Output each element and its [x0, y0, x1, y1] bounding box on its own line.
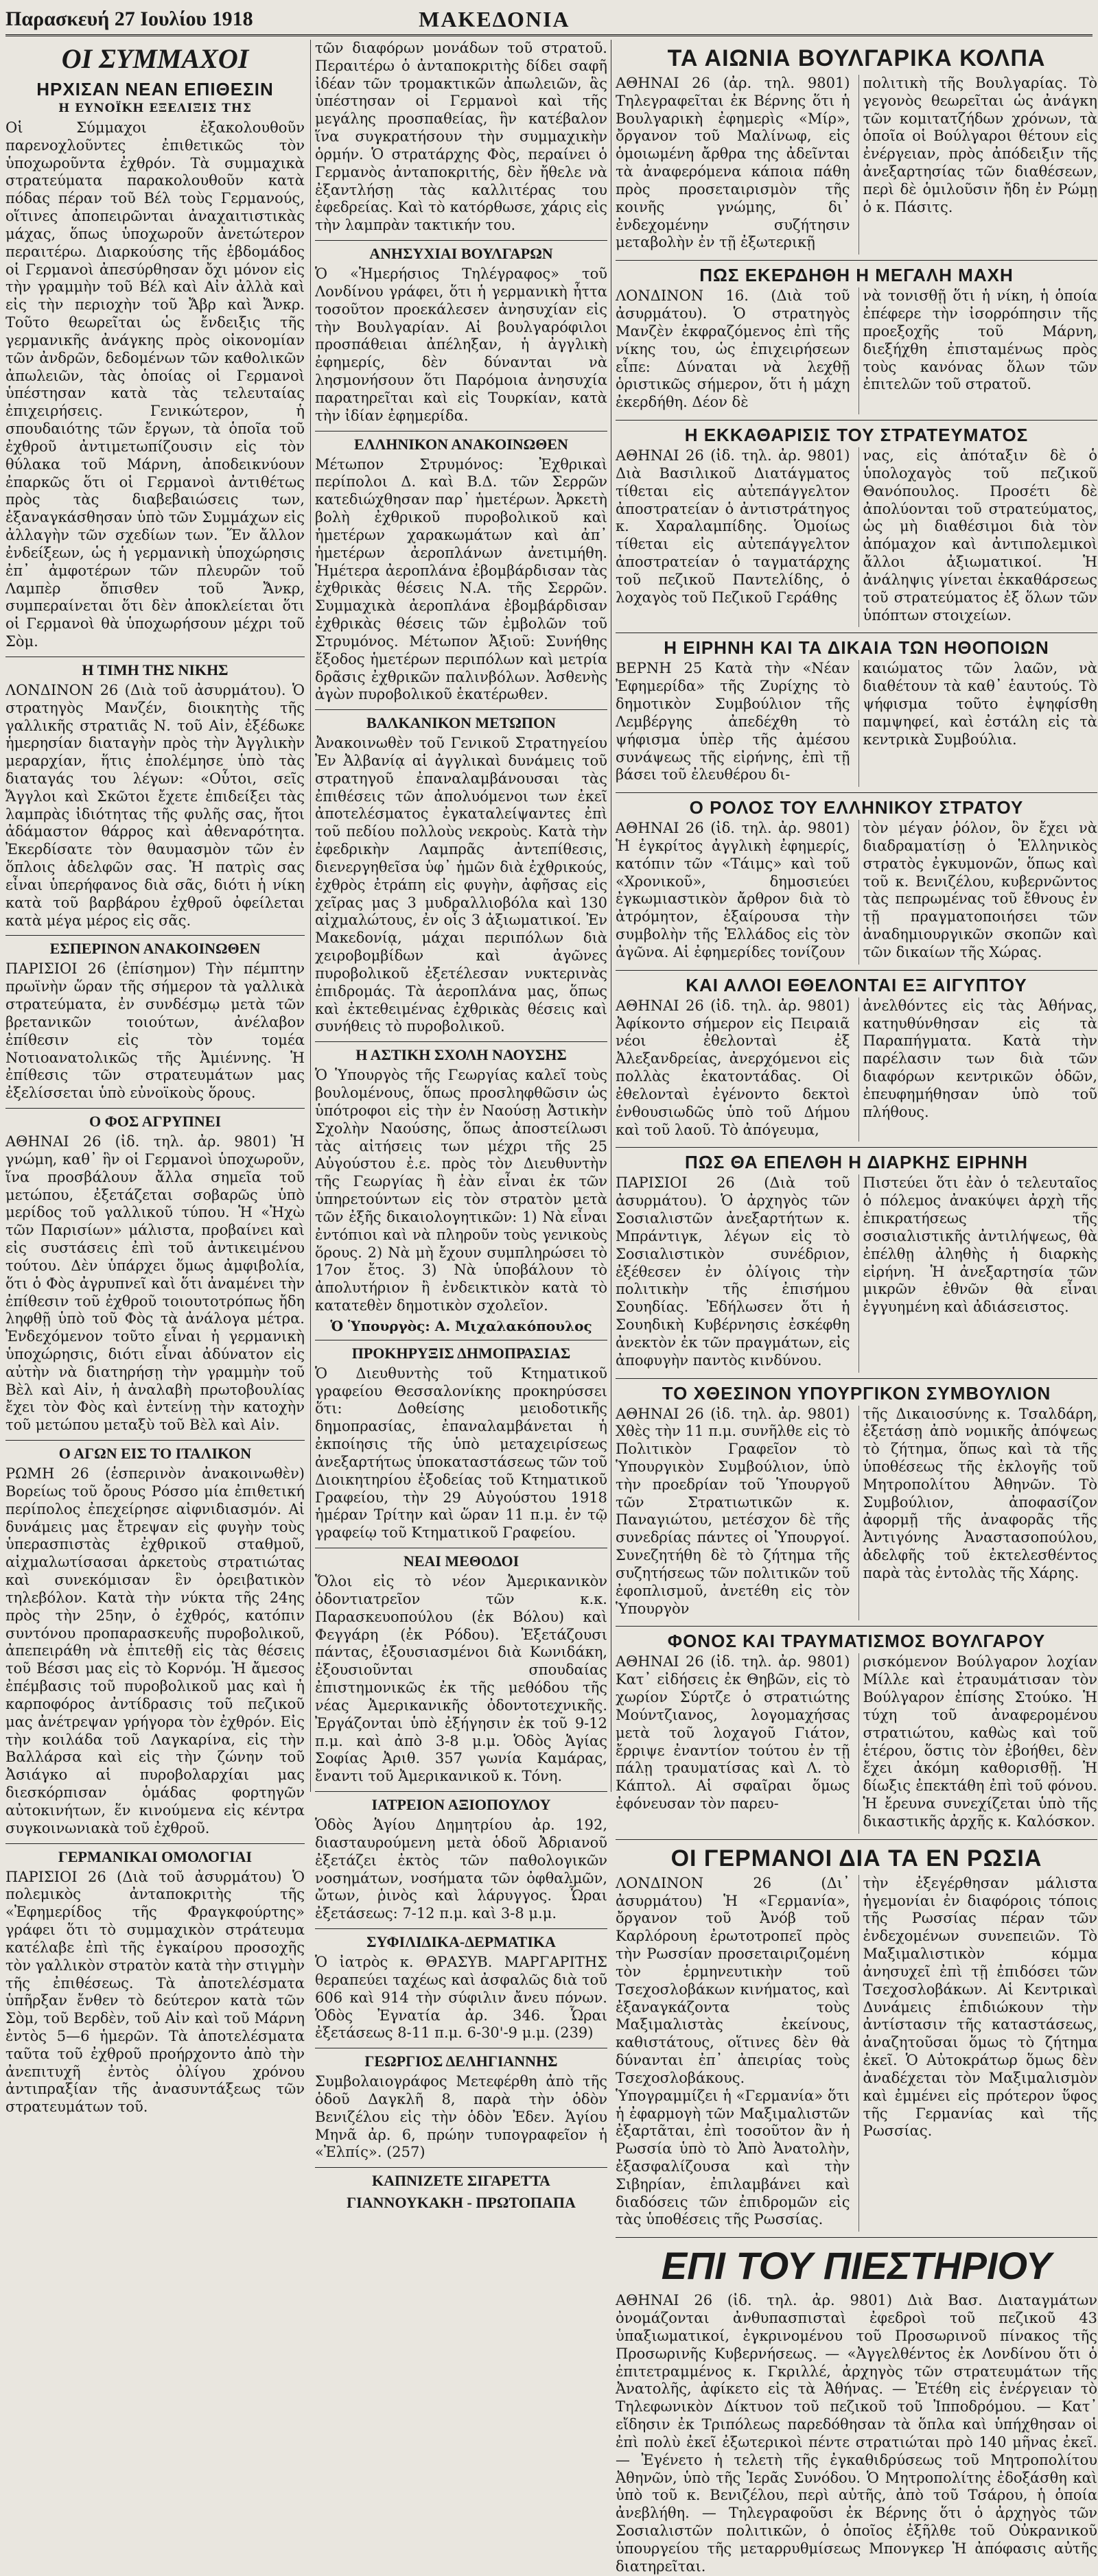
masthead-title: ΜΑΚΕΔΟΝΙΑ [419, 6, 570, 32]
divider [616, 260, 1097, 261]
article-body: Μέτωπον Στρυμόνος: Ἐχθρικαὶ περίπολοι Δ. καὶ Β.Δ. τῶν Σερρῶν κατεδιώχθησαν παρ᾽ ἡμετέρων. Ἀρκετὴ βολὴ ἐχθρικοῦ πυροβολικοῦ καὶ ἡμετέρων χαρακωμάτων καὶ ἀπ᾽ ἡμετέρων ἀεροπλάνων ἀνετιμήθη. Ἡμέτερα ἀεροπλάνα ἐβομβάρδισαν τὰς ἐχθρικὰς θέσεις Ν.Α. τῆς Σερρῶν. Συμμαχικὰ ἀεροπλάνα ἐβομβάρδισαν ἐχθρικὰς θέσεις τῶν ἐμβολῶν τοῦ Στρυμόνος. Μέτωπον Ἀξιοῦ: Συνήθης ἔξοδος ἡμετέρων περιπόλων καὶ μετρία δρᾶσις ἐχθρικῶν παλινβόλων. Ἀσθενὴς ἀγὼν πυροβολικοῦ ἑκατέρωθεν. [315, 456, 607, 703]
article-body: ΛΟΝΔΙΝΟΝ 26 (Δι᾽ ἀσυρμάτου) Ἡ «Γερμανία», ὄργανον τοῦ Ἀνόβ τοῦ Καρλόρουη ἐρωτοτροπεῖ πρὸς τὴν Ρωσσίαν προσεταιριζομένη τὸν ἑρμηνευτικὴν τοῦ Τσεχοσλοβάκων κινήματος, καὶ ἐξαναγκάζοντα τοὺς Μαξιμαλιστὰς ἐκείνους, καθιστάτους, οἵτινες δὲν θὰ δύνανται ἐπ᾽ ἀπειρίας τοὺς Τσεχοσλοβάκους. Ὑπογραμμίζει ἡ «Γερμανία» ὅτι ἡ ἐφαρμογὴ τῶν Μαξιμαλιστῶν ἐξαρτᾶται, ἐπὶ τοσοῦτον ἂν ἡ Ρωσσία ὑπὸ τὸ Ἀπὸ Ἀνατολὴν, ἐξασφαλίζουσα καὶ τὴν Σιβηρίαν, ἐπιλαμβάνει καὶ διαδόσεις τῶν ἐπιδρομῶν εἰς τὰς ὑποθέσεις τῆς Ρωσσίας. [616, 1874, 850, 2228]
article-body: ἀνελθόντες εἰς τὰς Ἀθήνας, κατηυθύνθησαν εἰς τὰ Παραπήγματα. Κατὰ τὴν παρέλασιν των διὰ τῶν διαφόρων κεντρικῶν ὁδῶν, ἐπευφημήθησαν ὑπὸ τοῦ πλήθους. [863, 997, 1097, 1120]
article-headline: Η ΑΣΤΙΚΗ ΣΧΟΛΗ ΝΑΟΥΣΗΣ [355, 1046, 567, 1064]
ad-headline: ΝΕΑΙ ΜΕΘΟΔΟΙ [403, 1552, 519, 1570]
article-headline: ΒΑΛΚΑΝΙΚΟΝ ΜΕΤΩΠΟΝ [366, 714, 556, 732]
article-headline: Ο ΡΟΛΟΣ ΤΟΥ ΕΛΛΗΝΙΚΟΥ ΣΤΡΑΤΟΥ [689, 797, 1024, 818]
article-two-column [616, 1406, 1097, 1621]
article-body: τῆς Δικαιοσύνης κ. Τσαλδάρη, ἐξετάσῃ ἀπὸ νομικῆς ἀπόψεως τὸ ζήτημα, ὅπως καὶ τὰ τῆς ὑποθέσεως τῆς ἐκλογῆς τοῦ Μητροπολίτου Ἀθηνῶν. Τὸ Συμβούλιον, ἀποφασίζον ἀφορμῇ τῆς ἀναφορᾶς τῆς Ἀντιγόνης Ἀναστασοπούλου, ἀδελφῆς τοῦ ἐκτελεσθέντος παρὰ τὰς ἐντολὰς τῆς Χάρης. [863, 1405, 1097, 1581]
article-body: ΑΘΗΝΑΙ 26 (ἀρ. τηλ. 9801) Τηλεγραφεῖται ἐκ Βέρνης ὅτι ἡ Βουλγαρικὴ ἐφημερὶς «Μίρ», ὄργανον τοῦ Μαλίνωφ, εἰς ὁμοιωμένη ἄρθρα της ἀδεῖνται τὰ ἀναφερόμενα κάποια πάθη πρὸς προσεταιρισμὸν τῆς κοινῆς γνώμης, δι᾽ ἐνδεχομένην συζήτησιν μεταβολὴν ἐν τῇ ἐξωτερικῇ [616, 75, 850, 251]
article-headline: ΕΣΠΕΡΙΝΟΝ ΑΝΑΚΟΙΝΩΘΕΝ [49, 940, 261, 958]
article-body: ΑΘΗΝΑΙ 26 (ἰδ. τηλ. ἀρ. 9801) Ἡ γνώμη, καθ᾽ ἣν οἱ Γερμανοὶ ὑποχωροῦν, ἵνα προσβάλουν ἄλλα σημεῖα τοῦ μετώπου, ἐξετάζεται σοβαρῶς ὑπὸ μερίδος τοῦ γαλλικοῦ τύπου. Ἡ «Ἠχὼ τῶν Παρισίων» μάλιστα, προβαίνει καὶ εἰς συστάσεις ἐπὶ τοῦ ἀντικειμένου τούτου. Δὲν ὑπάρχει ὅμως ἀμφιβολία, ὅτι ὁ Φὸς ἀγρυπνεῖ καὶ ὅτι ἀναμένει τὴν ἐπίθεσιν τοῦ ἐχθροῦ τοιουτοτρόπως ἤδη ληφθῇ ὑπὸ τοῦ Φὸς τὰ ἀνάλογα μέτρα. Ἐνδεχόμενον τοῦτο εἶναι ἡ γερμανικὴ ὑποχώρησις, διότι εἶναι ἀδύνατον εἰς αὐτὴν νὰ διατηρήσῃ τὴν γραμμὴν τοῦ Βὲλ καὶ Αἰν, ἡ ἀναλαβὴ πρωτοβουλίας ἔχει τὸν Φὸς καὶ ἐντείνῃ τὴν κατοχὴν τοῦ μετώπου μεταξὺ τοῦ Βὲλ καὶ Αἰν. [5, 1133, 305, 1434]
article-subheadline: Η ΕΥΝΟΪΚΗ ΕΞΕΛΙΞΙΣ ΤΗΣ [58, 102, 252, 115]
article-body: Ὁ «Ἡμερήσιος Τηλέγραφος» τοῦ Λονδίνου γράφει, ὅτι ἡ γερμανικὴ ἧττα τοσοῦτον προεκάλεσεν ἀνησυχίαν εἰς τὴν Βουλγαρίαν. Αἱ βουλγαρόφιλοι προσπάθειαι ἀπέληξαν, ἡ ἀγγλικὴ ἐφημερίς, δὲν δύνανται νὰ λησμονήσουν ὅτι Παρόμοια ἀνησυχία παρατηρεῖται καὶ εἰς Τουρκίαν, κατὰ τὴν ἰδίαν ἐφημερίδα. [315, 265, 607, 424]
article-two-column [616, 997, 1097, 1142]
article-body: ρισκόμενον Βούλγαρον λοχίαν Μίλλε καὶ ἐτραυμάτισαν τὸν Βούλγαρον ἐπίσης Στούκο. Ἡ τύχη τοῦ ἀναφερομένου στρατιώτου, καθὼς καὶ τοῦ ἑτέρου, ὅστις τὸν ἐβοήθει, δὲν ἔχει ἀκόμη καθορισθῇ. Ἡ δίωξις ἐπεκτάθη ἐπὶ τοῦ φόνου. Ἡ ἔρευνα συνεχίζεται ὑπὸ τῆς δικαστικῆς ἀρχῆς κ. Καλόσκον. [863, 1653, 1097, 1830]
column-2 [310, 40, 607, 2212]
article-body: ΠΑΡΙΣΙΟΙ 26 (Διὰ τοῦ ἀσυρμάτου) Ὁ πολεμικὸς ἀνταποκριτὴς τῆς «Ἐφημερίδος τῆς Φραγκφούρτης» γράφει ὅτι τὸ συμμαχικὸν στράτευμα κατέλαβε ἐπὶ τῆς ἐγκαίρου προσοχῆς τὸν γαλλικὸν στρατὸν κατὰ τὴν στιγμὴν τῆς ἐπιθέσεως. Τὰ ἀποτελέσματα ὑπῆρξαν ἔνθεν τὸ δεύτερον κατὰ τῶν Σὸμ, τοῦ Βερδὲν, τοῦ Αἰν καὶ τοῦ Μάρνη ἐντὸς 5—6 ἡμερῶν. Τὰ ἀποτελέσματα ταῦτα τοῦ ἐχθροῦ προήρχοντο ἀπὸ τὴν ἀνεπιτυχῆ ἐντὸς ὀλίγου χρόνου ἀντιπραξίαν τῆς ἀνασυντάξεως τῶν στρατευμάτων τοῦ. [5, 1868, 305, 2116]
divider [616, 1147, 1097, 1148]
article-headline: ΤΟ ΧΘΕΣΙΝΟΝ ΥΠΟΥΡΓΙΚΟΝ ΣΥΜΒΟΥΛΙΟΝ [662, 1382, 1051, 1404]
article-headline: ΚΑΙ ΑΛΛΟΙ ΕΘΕΛΟΝΤΑΙ ΕΞ ΑΙΓΥΠΤΟΥ [686, 974, 1027, 995]
ad-headline: ΚΑΠΝΙΖΕΤΕ ΣΙΓΑΡΕΤΤΑ [372, 2172, 550, 2190]
ad-brand: ΓΙΑΝΝΟΥΚΑΚΗ - ΠΡΩΤΟΠΑΠΑ [347, 2194, 576, 2212]
article-body: πολιτικὴ τῆς Βουλγαρίας. Τὸ γεγονὸς θεωρεῖται ὡς ἀνάγκη τῶν κομιτατζήδων χρόνων, τὰ ὁποῖα οἱ Βούλγαροι θέτουν εἰς ἐνέργειαν, πρὸς ἀπόδειξιν τῆς ἀνεξαρτησίας τῶν διαθέσεων, περὶ δὲ ὁμιλοῦσιν ἤδη ἐν Ρώμῃ ὁ κ. Πάσιτς. [863, 75, 1097, 215]
article-body: ΛΟΝΔΙΝΟΝ 16. (Διὰ τοῦ ἀσυρμάτου). Ὁ στρατηγὸς Μανζὲν ἐκφραζόμενος ἐπὶ τῆς νίκης του, ὡς ἐπιχειρήσεων εἶπε: Δύναται νὰ λεχθῇ ὁριστικῶς σήμερον, ὅτι ἡ μάχη ἐκερδήθη. Δέον δὲ [616, 287, 850, 411]
article-body: ΑΘΗΝΑΙ 26 (ἰδ. τηλ. ἀρ. 9801) Διὰ Βασ. Διαταγμάτων ὀνομάζονται ἀνθυπασπισταὶ ἐφεδροὶ τοῦ πεζικοῦ 43 ὑπαξιωματικοί, ἐγκρινομένου τοῦ Προσωρινοῦ πίνακος τῆς Προσωρινῆς Κυβερνήσεως. — «Ἀγγελθέντος ἐκ Λονδίνου ὅτι ὁ ἐπιτετραμμένος κ. Γκριλλέ, ἀρχηγὸς τῶν στρατευμάτων τῆς Ἀνατολῆς, ἀφίκετο εἰς τὰ Ἀθήνας. — Ἐτέθη εἰς ἐνέργειαν τὸ Τηλεφωνικὸν Δίκτυον τοῦ πεζικοῦ τοῦ Ἰπποδρόμου. — Κατ᾽ εἴδησιν ἐκ Τριπόλεως παρεδόθησαν τὰ ὅπλα καὶ ὑπήχθησαν οἱ ἐπὶ πολὺ ἐκεῖ ἐξωτερικοὶ πέντε στρατιώται πρὸ 140 μῆνας ἐκεῖ. — Ἐγένετο ἡ τελετὴ τῆς ἐγκαθιδρύσεως τοῦ Μητροπολίτου Ἀθηνῶν, ὑπὸ τῆς Ἱερᾶς Συνόδου. Ὁ Μητροπολίτης ἐδοξάσθη καὶ ὑπὸ τοῦ κ. Βενιζέλου, περὶ αὐτῆς, ἀπὸ τοῦ Τσάρου, ἡ ὁποία ἀνεβλήθη. — Τηλεγραφοῦσι ἐκ Βέρνης ὅτι ὁ ἀρχηγὸς τῶν Σοσιαλιστῶν πολιτικῶν, ὁ ὁποῖος ἐξῆλθε τοῦ Οὐκρανικοῦ ὑπουργείου τῆς μεταρρυθμίσεως Μπονγκερ Ἡ ἀπόφασις αὐτῆς διατηρεῖται. [616, 2292, 1097, 2575]
article-body: ΑΘΗΝΑΙ 26 (ἰδ. τηλ. ἀρ. 9801) Διὰ Βασιλικοῦ Διατάγματος τίθεται εἰς αὐτεπάγγελτον ἀποστρατείαν ὁ ἀντιστράτηγος κ. Χαραλαμπίδης. Ὁμοίως τίθεται εἰς αὐτεπάγγελτον ἀποστρατείαν ὁ ταγματάρχης τοῦ πεζικοῦ Παντελίδης, ὁ λοχαγὸς τοῦ Πεζικοῦ Γεράθης [616, 447, 850, 606]
article-headline: ΤΑ ΑΙΩΝΙΑ ΒΟΥΛΓΑΡΙΚΑ ΚΟΛΠΑ [667, 45, 1046, 71]
divider [315, 709, 607, 710]
divider [5, 935, 305, 936]
divider [5, 1440, 305, 1441]
article-body: Ἀνακοινωθὲν τοῦ Γενικοῦ Στρατηγείου Ἐν Ἀλβανίᾳ αἱ ἀγγλικαὶ δυνάμεις τοῦ στρατηγοῦ ἐπαναλαμβάνουσαι τὰς ἐπιθέσεις τῶν ἀπολυόμενοι των ἐκεῖ ἀποτελέσματος ἐγκαταλείψαντες ἐπὶ τοῦ πεδίου πολλοὺς νεκροὺς. Κατὰ τὴν ἐφεδρικὴν Λαμπρᾶς ἀντεπίθεσις, διενεργηθεῖσα ὑφ᾽ ἡμῶν διὰ ἐχθρικούς, ἐχθρὸς ἐτράπη εἰς φυγὴν, ἀφῆσας εἰς χεῖρας μας 3 μυδραλλιοβόλα καὶ 130 αἰχμαλώτους, ἐν οἷς 3 ἀξιωματικοί. Ἐν Μακεδονίᾳ, μάχαι περιπόλων διὰ χειροβομβίδων καὶ ἀγῶνες πυροβολικοῦ ἐξετέλεσαν νυκτερινὰς ἐπιδρομάς. Τὰ ἀεροπλάνα μας, ὅπως καὶ ἐκτεθειμένας ἐχθρικὰς θέσεις καὶ συνήθεις τὸ πυροβολικοῦ. [315, 735, 607, 1035]
masthead [5, 4, 1093, 36]
article-headline: ΗΡΧΙΣΑΝ ΝΕΑΝ ΕΠΙΘΕΣΙΝ [36, 79, 274, 99]
article-headline: ΟΙ ΓΕΡΜΑΝΟΙ ΔΙΑ ΤΑ ΕΝ ΡΩΣΙΑ [670, 1845, 1042, 1871]
divider [616, 970, 1097, 971]
divider [616, 1839, 1097, 1840]
article-body: καιώματος τῶν λαῶν, νὰ διαθέτουν τὰ καθ᾽ ἑαυτούς. Τὸ ψήφισμα τοῦτο ἐψηφίσθη παμψηφεί, καὶ ἐστάλη εἰς τὰ κεντρικὰ Συμβούλια. [863, 660, 1097, 748]
article-headline: ΕΠΙ ΤΟΥ ΠΙΕΣΤΗΡΙΟΥ [661, 2244, 1052, 2288]
article-headline: ΦΟΝΟΣ ΚΑΙ ΤΡΑΥΜΑΤΙΣΜΟΣ ΒΟΥΛΓΑΡΟΥ [667, 1631, 1046, 1652]
article-headline: Ο ΦΟΣ ΑΓΡΥΠΝΕΙ [89, 1113, 222, 1131]
article-body: ΑΘΗΝΑΙ 26 (ἰδ. τηλ. ἀρ. 9801) Χθὲς τὴν 11 π.μ. συνῆλθε εἰς τὸ Πολιτικὸν Γραφεῖον τὸ Ὑπουργικὸν Συμβούλιον, ὑπὸ τὴν προεδρίαν τοῦ Ὑπουργοῦ τῶν Στρατιωτικῶν κ. Παναγιώτου, μετέσχον δὲ τῆς συνεδρίας πάντες οἱ Ὑπουργοί. Συνεζητήθη δὲ τὸ ζήτημα τῆς συζητήσεως τῶν πολιτικῶν τοῦ ἐφοπλισμοῦ, ἀνετέθη εἰς τὸν Ὑπουργὸν [616, 1405, 850, 1617]
divider [315, 431, 607, 432]
column-3 [611, 40, 1097, 2575]
article-body: τὸν μέγαν ῥόλον, ὃν ἔχει νὰ διαδραματίσῃ ὁ Ἑλληνικὸς στρατὸς ἐγκυμονῶν, ὅπως καὶ τοῦ κ. Βενιζέλου, κυβερνῶντος τὰς πεπρωμένας τοῦ ἔθνους ἐν τῇ πραγματοποιήσει τῶν ἀναδημιουργικῶν σκοπῶν καὶ τῶν δικαίων τῆς Χώρας. [863, 820, 1097, 960]
section-title: ΟΙ ΣΥΜΜΑΧΟΙ [61, 43, 249, 74]
article-body: νας, εἰς ἀπόταξιν δὲ ὁ ὑπολοχαγὸς τοῦ πεζικοῦ Θανόπουλος. Προσέτι δὲ ἀπολύονται τοῦ στρατεύματος, ὡς μὴ διαθέσιμοι διὰ τὸν ἀπόμαχον καὶ ἀντιπολεμικοὶ ἄλλοι ἀξιωματικοί. Ἡ ἀνάληψις γίνεται ἐκκαθάρσεως τοῦ στρατεύματος ἐξ ὅλων τῶν ὑπόπτων στοιχείων. [863, 447, 1097, 624]
article-body: τὴν ἐξεγέρθησαν μάλιστα ἡγεμονίαι ἐν διαφόροις τόποις τῆς Ρωσσίας πέραν τῶν ἐνδεχομένων συνεπειῶν. Τὸ Μαξιμαλιστικὸν κόμμα ἀνησυχεῖ ἐπὶ τῇ ἐπιδόσει τῶν Τσεχοσλοβάκων. Αἱ Κεντρικαὶ Δυνάμεις ἐπιδιώκουν τὴν ἀντίστασιν τῆς καταστάσεως, ἀναζητοῦσαι ὅμως τὸ ζήτημα ἐκεῖ. Ὁ Αὐτοκράτωρ ὅμως δὲν ἀναδέχεται τὸν Μαξιμαλισμὸν καὶ ἐμμένει εἰς πρότερον ὕφος τῆς Γερμανίας καὶ τῆς Ρωσσίας. [863, 1874, 1097, 2140]
article-body: ΛΟΝΔΙΝΟΝ 26 (Διὰ τοῦ ἀσυρμάτου). Ὁ στρατηγὸς Μανζέν, διοικητὴς τῆς γαλλικῆς στρατιᾶς Ν. τοῦ Αἰν, ἐξέδωκε ἡμερησίαν διαταγὴν πρὸς τὴν Ἀγγλικὴν μεραρχίαν, ἥτις ἐπολέμησε ὑπὸ τὰς διαταγάς του λέγων: «Οὗτοι, σεῖς Ἄγγλοι καὶ Σκῶτοι ἔχετε ἐπιδείξει τὰς λαμπρὰς ἰδιότητας τῆς φυλῆς σας, ἤτοι ἀδάμαστον θάρρος καὶ ἀθεναρότητα. Ἐκερδίσατε τὸν θαυμασμὸν τῶν ἐν ὅπλοις ἀδελφῶν σας. Ἡ πατρὶς σας εἶναι ὑπερήφανος διὰ σᾶς, διότι ἡ νίκη κατὰ τοῦ βαρβάρου ἐχθροῦ ὀφείλεται κατὰ μέγα μέρος εἰς σᾶς. [5, 681, 305, 929]
article-body: ΠΑΡΙΣΙΟΙ 26 (ἐπίσημον) Τὴν πέμπτην πρωϊνὴν ὥραν τῆς σήμερον τὰ γαλλικὰ στρατεύματα, ἐν συνδέσμῳ μετὰ τῶν βρετανικῶν τοιούτων, ἀνέλαβον ἐπίθεσιν εἰς τὸν τομέα Νοτιοανατολικῶς τῆς Ἀμιέννης. Ἡ ἐπίθεσις τῶν στρατευμάτων μας ἐξελίσσεται ὑπὸ εὐνοϊκοὺς ὅρους. [5, 960, 305, 1102]
ad-headline: ΣΥΦΙΛΙΔΙΚΑ-ΔΕΡΜΑΤΙΚΑ [366, 1933, 556, 1951]
article-headline: ΕΛΛΗΝΙΚΟΝ ΑΝΑΚΟΙΝΩΘΕΝ [354, 435, 568, 453]
divider [616, 1378, 1097, 1379]
article-two-column [616, 1174, 1097, 1372]
ad-body: Ὁδὸς Ἁγίου Δημητρίου ἀρ. 192, διασταυρούμενη μετὰ ὁδοῦ Ἀδριανοῦ ἐξετάζει ἐκτὸς τῶν παθολογικῶν νοσημάτων, νοσήματα τῶν ὀφθαλμῶν, ὤτων, ῥινὸς καὶ λάρυγγος. Ὧραι ἐξετάσεως: 7-12 π.μ. καὶ 3-8 μ.μ. [315, 1817, 607, 1922]
article-two-column [616, 1653, 1097, 1833]
ad-headline: ΓΕΩΡΓΙΟΣ ΔΕΛΗΓΙΑΝΝΗΣ [364, 2053, 558, 2070]
article-body: Ὁ Ὑπουργὸς τῆς Γεωργίας καλεῖ τοὺς βουλομένους, ὅπως προσληφθῶσιν ὡς ὑπότροφοι εἰς τὴν ἐν Ναούσῃ Ἀστικὴν Σχολὴν Ναούσης, ὅπως ἀποστείλωσι τὰς αἰτήσεις των μέχρι τῆς 25 Αὐγούστου ἐ.ε. πρὸς τὸν Διευθυντὴν τῆς Γεωργίας ἢ ἐὰν εἶναι ἐκ τῶν ὑπηρετούντων εἰς τὸν στρατὸν μετὰ τῶν ἐξῆς δικαιολογητικῶν: 1) Νὰ εἶναι ἐντόπιοι καὶ νὰ πληροῦν τοὺς γενικοὺς ὅρους. 2) Νὰ μὴ ἔχουν συμπληρώσει τὸ 17ον ἔτος. 3) Νὰ ὑποβάλουν τὸ ἀπολυτήριον ἢ ἐνδεικτικὸν κατὰ τὸ κατατεθὲν δημοτικὸν σχολεῖον. [315, 1067, 607, 1314]
divider [616, 792, 1097, 793]
divider [315, 2167, 607, 2168]
divider [315, 1041, 607, 1042]
article-body: ΑΘΗΝΑΙ 26 (ἰδ. τηλ. ἀρ. 9801) Ἀφίκοντο σήμερον εἰς Πειραιᾶ νέοι ἐθελονταὶ ἐξ Ἀλεξανδρείας, ἀνερχόμενοι εἰς πολλὰς ἑκατοντάδας. Οἱ ἐθελονταὶ ἐγένοντο δεκτοὶ ἐνθουσιωδῶς ὑπὸ τοῦ Δήμου καὶ τοῦ λαοῦ. Τὸ ἀπόγευμα, [616, 997, 850, 1138]
article-two-column [616, 660, 1097, 787]
article-two-column [616, 820, 1097, 965]
divider [616, 1626, 1097, 1627]
divider [315, 240, 607, 241]
article-headline: Η ΕΙΡΗΝΗ ΚΑΙ ΤΑ ΔΙΚΑΙΑ ΤΩΝ ΗΘΟΠΟΙΩΝ [664, 637, 1049, 659]
divider [616, 2237, 1097, 2238]
article-body: ΠΑΡΙΣΙΟΙ 26 (Διὰ τοῦ ἀσυρμάτου). Ὁ ἀρχηγὸς τῶν Σοσιαλιστῶν ἀνεξαρτήτων κ. Μπράντιγκ, λέγων εἰς τὸ Σοσιαλιστικὸν συνέδριον, ἐξέθεσεν ἐν ὀλίγοις τὴν πολιτικὴν τῆς ἐπισήμου Σουηδίας. Ἐδήλωσεν ὅτι ἡ Σουηδικὴ Κυβέρνησις ἐσκέφθη ἀνεκτὸν ἐκ τῶν πραγμάτων, εἰς ἀποφυγὴν παντὸς κινδύνου. [616, 1174, 850, 1369]
masthead-date: Παρασκευή 27 Ιουλίου 1918 [5, 8, 253, 30]
article-body: ΡΩΜΗ 26 (ἑσπερινὸν ἀνακοινωθὲν) Βορείως τοῦ ὄρους Ρόσσο μία ἐπιθετική περίπολος ἐπεχείρησε αἰφνιδιασμόν. Αἱ δυνάμεις μας ἔτρεψαν εἰς φυγὴν τοὺς ὑπερασπιστὰς ἐχθρικοῦ σταθμοῦ, αἰχμαλωτίσασαι ἀρκετοὺς στρατιώτας καὶ συνεκόμισαν ἓν ὀρειβατικὸν τηλεβόλον. Κατὰ τὴν νύκτα τῆς 24ης πρὸς τὴν 25ην, ὁ ἐχθρός, κατόπιν συντόνου προπαρασκευῆς πυροβολικοῦ, ἀπεπειράθη νὰ ἐπιτεθῇ εἰς τὰς θέσεις τοῦ Βέσσι μας εἰς τὸ Κορνόμ. Ἡ ἄμεσος ἐπέμβασις τοῦ πυροβολικοῦ μας καὶ ἡ καρποφόρος ἀντίδρασις τοῦ πεζικοῦ μας ἀνέτρεψαν γρήγορα τὸν ἐχθρόν. Εἰς τὴν κοιλάδα τοῦ Λαγκαρίνα, εἰς τὴν Βαλλάρσα καὶ εἰς τὴν ζώνην τοῦ Ἀσιάγκο αἱ πυροβολαρχίαι μας διεσκόρπισαν ὁμάδας φορτηγῶν αὐτοκινήτων, ἕν κινούμενα εἰς κέντρα συγκοινωνιακὰ τοῦ ἐχθροῦ. [5, 1465, 305, 1836]
article-two-column [616, 287, 1097, 414]
ad-headline: ΙΑΤΡΕΙΟΝ ΑΞΙΟΠΟΥΛΟΥ [371, 1796, 551, 1814]
article-body: Πιστεύει ὅτι ἐὰν ὁ τελευταῖος ὁ πόλεμος ἀνακύψει ἀρχὴ τῆς ἐπικρατήσεως τῆς σοσιαλιστικῆς ἀντιλήψεως, θὰ ἐπέλθῃ ἀληθὴς ἡ διαρκὴς εἰρήνη. Ἡ ἀνεξαρτησία τῶν μικρῶν ἐθνῶν θὰ εἶναι ἐγγυημένη καὶ ἀδιάσειστος. [863, 1174, 1097, 1316]
ad-body: Ὅλοι εἰς τὸ νέον Ἀμερικανικὸν ὀδοντιατρεῖον τῶν κ.κ. Παρασκευοπούλου (ἐκ Βόλου) καὶ Φεγγάρη (ἐκ Ρόδου). Ἐξετάζουσι πάντας, ἐξουσιασμένοι διὰ Κωνιδάκη, ἐξουσιοῦνται σπουδαίας ἐπιστημονικῶς ἐκ τῆς μεθόδου τῆς νέας Ἀμερικανικῆς ὀδοντοτεχνικῆς. Ἐργάζονται ὑπὸ ἐξήγησιν ἐκ τοῦ 9-12 π.μ. καὶ ἀπὸ 3-8 μ.μ. Ὁδὸς Ἁγίας Σοφίας Ἀριθ. 357 γωνία Καμάρας, ἔναντι τοῦ Ἀμερικανικοῦ κ. Τόνη. [315, 1573, 607, 1785]
article-headline: ΓΕΡΜΑΝΙΚΑΙ ΟΜΟΛΟΓΙΑΙ [58, 1847, 253, 1865]
article-body: ΒΕΡΝΗ 25 Κατὰ τὴν «Νέαν Ἐφημερίδα» τῆς Ζυρίχης τὸ δημοτικὸν Συμβούλιον τῆς Λεμβέργης ἀπεδέχθη τὸ ψήφισμα ὑπὲρ τῆς ἀμέσου συνάψεως τῆς εἰρήνης, ἐπὶ τῇ βάσει τοῦ ἐλευθέρου δι- [616, 660, 850, 783]
divider [315, 1928, 607, 1929]
article-headline: ΑΝΗΣΥΧΙΑΙ ΒΟΥΛΓΑΡΩΝ [369, 245, 553, 263]
signature: Ὁ Ὑπουργὸς: Α. Μιχαλακόπουλος [330, 1317, 592, 1334]
article-headline: Η ΕΚΚΑΘΑΡΙΣΙΣ ΤΟΥ ΣΤΡΑΤΕΥΜΑΤΟΣ [684, 425, 1029, 446]
article-headline: Ο ΑΓΩΝ ΕΙΣ ΤΟ ΙΤΑΛΙΚΟΝ [58, 1445, 252, 1463]
article-two-column [616, 447, 1097, 627]
article-body: ΑΘΗΝΑΙ 26 (ἰδ. τηλ. ἀρ. 9801) Κατ᾽ εἰδήσεις ἐκ Θηβῶν, εἰς τὸ χωρίον Σύρτζε ὁ στρατιώτης Μούντζιανος, λογομαχήσας μετὰ τοῦ λοχαγοῦ Γιάτον, ἔρριψε ἐναντίον τούτου ἐν τῇ πάλῃ τραυματίσας καὶ Λ. τὸ Κάπτολ. Αἱ σφαῖραι ὅμως ἐφόνευσαν τὸν παρευ- [616, 1653, 850, 1812]
article-body: νὰ τονισθῇ ὅτι ἡ νίκη, ἡ ὁποία ἐπέφερε τὴν ἰσορρόπησιν τῆς προεξοχῆς τοῦ Μάρνη, διεξήχθη ἐπισταμένως πρὸς τοὺς κανόνας ὅλων τῶν ἐπιτελῶν τοῦ στρατοῦ. [863, 287, 1097, 393]
ad-body: Συμβολαιογράφος Μετεφέρθη ἀπὸ τῆς ὁδοῦ Δαγκλῆ 8, παρὰ τὴν ὁδὸν Βενιζέλου εἰς τὴν ὁδὸν Ἐδεν. Ἁγίου Μηνᾶ ἀρ. 6, πρώην τυπογραφεῖον ἡ «Ἐλπίς». (257) [315, 2073, 607, 2161]
article-body: τῶν διαφόρων μονάδων τοῦ στρατοῦ. Περαιτέρω ὁ ἀνταποκριτὴς δίδει σαφῆ ἰδέαν τῶν τρομακτικῶν ἀπωλειῶν, ἃς ὑπέστησαν οἱ Γερμανοὶ καὶ τῆς μεγάλης προσπαθείας, ἣν κατέβαλον ἵνα συγκρατήσουν τὴν συμμαχικὴν ὁρμήν. Ὁ στρατάρχης Φὸς, περαίνει ὁ Γερμανὸς ἀνταποκριτής, δὲν ἤθελε νὰ ἐξαντλήσῃ τὰς καλλιτέρας του ἐφεδρείας. Καὶ τὸ κατόρθωσε, χάρις εἰς τὴν λαμπρὰν τακτικήν του. [315, 40, 607, 234]
ad-body: Ὁ ἰατρὸς κ. ΘΡΑΣΥΒ. ΜΑΡΓΑΡΙΤΗΣ θεραπεύει ταχέως καὶ ἀσφαλῶς διὰ τοῦ 606 καὶ 914 τὴν σύφιλιν ἄνευ πόνων. Ὁδὸς Ἐγνατία ἀρ. 346. Ὧραι ἐξετάσεως 8-11 π.μ. 6-30'-9 μ.μ. (239) [315, 1954, 607, 2042]
article-two-column [616, 1875, 1097, 2232]
article-headline: ΠΡΟΚΗΡΥΞΙΣ ΔΗΜΟΠΡΑΣΙΑΣ [351, 1344, 571, 1362]
divider [616, 420, 1097, 421]
article-body: Ὁ Διευθυντὴς τοῦ Κτηματικοῦ γραφείου Θεσσαλονίκης προκηρύσσει ὅτι: Δοθείσης μειοδοτικῆς δημοπρασίας, ἐπαναλαμβάνεται ἡ ἐκποίησις τῆς ὑπὸ μεταχειρίσεως ἀνεξαρτήτως ὑποκαταστάσεως τῶν τοῦ Διοικητηρίου ἐξοδείας τοῦ Κτηματικοῦ Γραφείου, τὴν 29 Αὐγούστου 1918 ἡμέραν Τρίτην καὶ ὥραν 11 π.μ. ἐν τῷ γραφείῳ τοῦ Κτηματικοῦ Γραφείου. [315, 1364, 607, 1541]
divider [315, 1791, 607, 1792]
article-headline: Η ΤΙΜΗ ΤΗΣ ΝΙΚΗΣ [82, 661, 229, 678]
article-headline: ΠΩΣ ΘΑ ΕΠΕΛΘΗ Η ΔΙΑΡΚΗΣ ΕΙΡΗΝΗ [685, 1152, 1028, 1173]
article-headline: ΠΩΣ ΕΚΕΡΔΗΘΗ Η ΜΕΓΑΛΗ ΜΑΧΗ [699, 265, 1014, 286]
divider [5, 1843, 305, 1844]
article-body: Οἱ Σύμμαχοι ἐξακολουθοῦν παρενοχλοῦντες ἐπιθετικῶς τὸν ὑποχωροῦντα ἐχθρόν. Τὰ συμμαχικὰ στρατεύματα παρακολουθοῦν κατὰ πόδας πέραν τοῦ Βέλ τοὺς Γερμανούς, οἵτινες ἀποπειρῶνται ἀναχαιτιστικὰς μάχας, ὅπως ὑποχωροῦν ἀνετώτερον περαιτέρω. Διαρκούσης τῆς ἑβδομάδος οἱ Γερμανοὶ ἀπεσύρθησαν ὄχι μόνον εἰς τὴν γραμμὴν τοῦ Βέλ καὶ Αἰν ἀλλὰ καὶ εἰς τὴν περιοχὴν τοῦ Ἄβρ καὶ Ἄνκρ. Τοῦτο θεωρεῖται ὡς ἔνδειξις τῆς γερμανικῆς ἀνάγκης πρὸς οἰκονομίαν τῶν ἀνδρῶν, δεδομένων τῶν καθολικῶν ἀπωλειῶν, τὰς ὁποίας οἱ Γερμανοὶ ὑπέστησαν κατὰ τὰς τελευταίας ἐπιχειρήσεις. Γενικώτερον, ἡ σπουδαιότης τῶν ἔργων, τὰ ὁποῖα τοῦ ἐχθροῦ ἀντιμετωπίζουσιν εἰς τὸν θύλακα τοῦ Μάρνη, ἀποδεικνύουν ἐπαρκῶς ὅτι οἱ Γερμανοὶ ἀντιθέτως πρὸς τὰς διαβεβαιώσεις των, ἐξαναγκάσθησαν ὑπὸ τῶν Συμμάχων εἰς ἀλλαγὴν τῶν σχεδίων των. Ἕν ἄλλον ἐνδείξεων, ὡς ἡ γερμανικὴ ὑποχώρησις ἐπ᾽ ἀμφοτέρων τῶν πλευρῶν τοῦ Λαμπὲρ ὄπισθεν τοῦ Ἄνκρ, συμπεραίνεται ὅτι δὲν ἀποκλείεται ὅτι οἱ Γερμανοὶ θὰ ὑποχωρήσουν μέχρι τοῦ Σὸμ. [5, 119, 305, 650]
article-two-column [616, 75, 1097, 255]
divider [5, 1108, 305, 1109]
article-body: ΑΘΗΝΑΙ 26 (ἰδ. τηλ. ἀρ. 9801) Ἡ ἐγκρίτος ἀγγλικὴ ἐφημερίς, κατόπιν τῶν «Τάιμς» καὶ τοῦ «Χρονικοῦ», δημοσιεύει ἐγκωμιαστικὸν ἄρθρον διὰ τὸ ἀτρόμητον, ἐξαίρουσα τὴν συμβολὴν τῆς Ἑλλάδος εἰς τὸν ἀγῶνα. Αἱ ἐφημερίδες τονίζουν [616, 820, 850, 960]
column-1 [5, 40, 305, 2116]
